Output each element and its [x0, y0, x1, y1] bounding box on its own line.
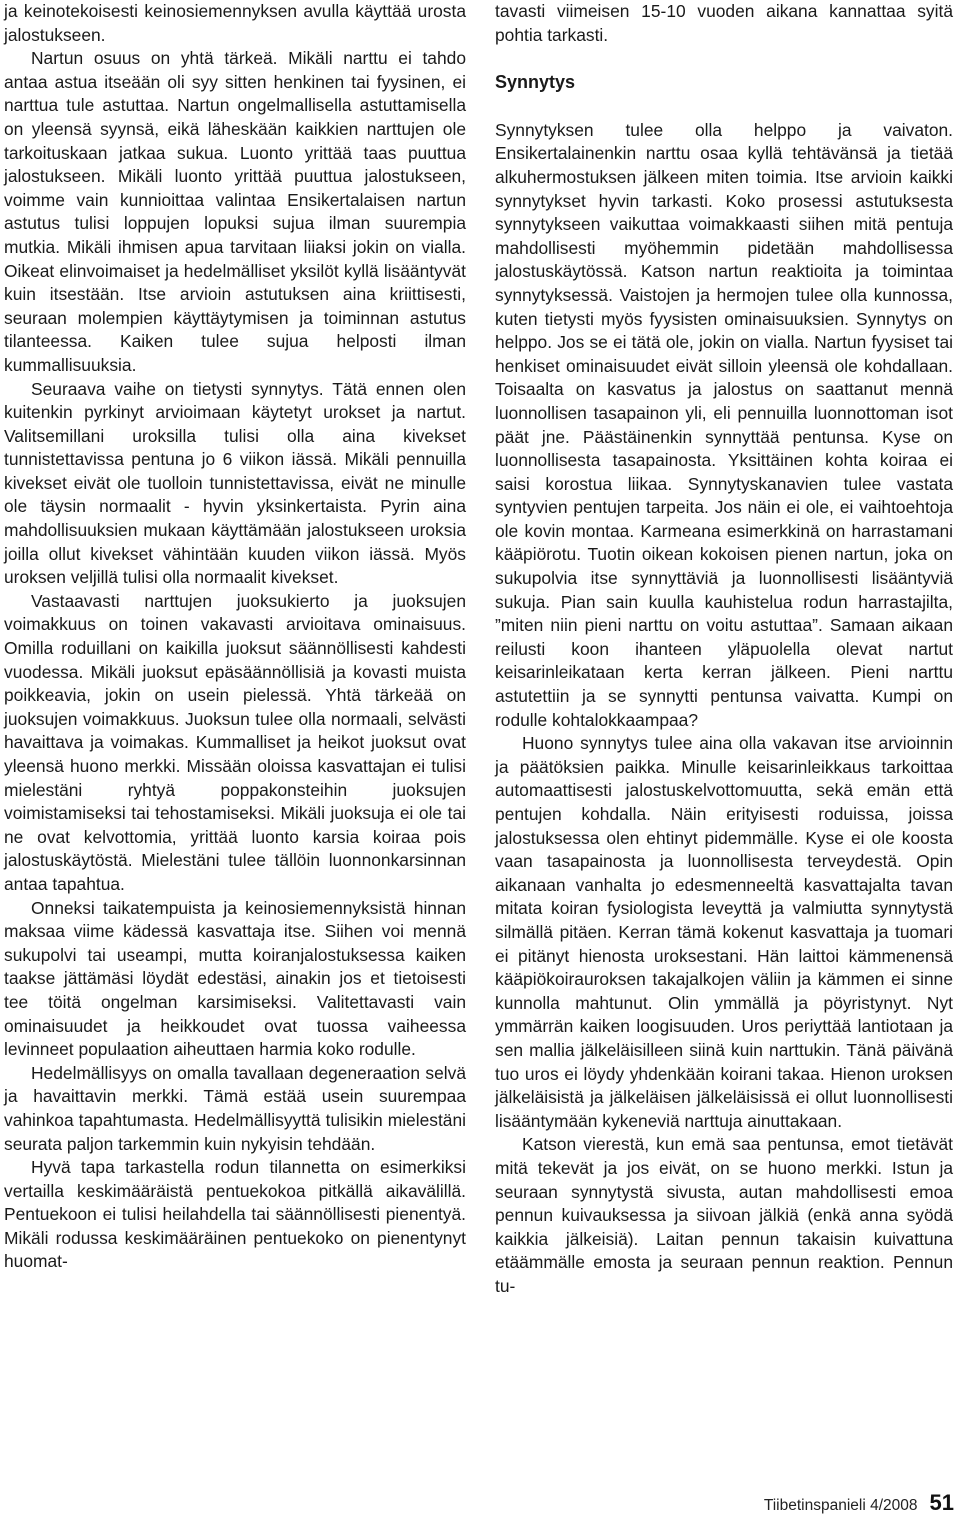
page-footer — [764, 1490, 954, 1516]
paragraph: Nartun osuus on yhtä tärkeä. Mikäli narttu ei tahdo antaa astua itseään oli syy sitten henkinen tai fyysinen, ei narttua tule astuttaa. Nartun ongelmallisella astuttamisella on yleensä syynsä, eikä läheskään kaikkien narttujen ole tarkoituskaan jatkaa sukua. Luonto yrittää taas puuttua jalostukseen. Mikäli luonto yrittää puuttua jalostukseen, voimme vain kunnioittaa valintaa Ensikertalaisen nartun astutus tulisi loppujen lopuksi sujua ilman suurempia mutkia. Mikäli ihmisen apua tarvitaan liiaksi jokin on vialla. Oikeat elinvoimaiset ja hedelmälliset yksilöt kyllä lisääntyvät kuin itsestään. Itse arvioin astutuksen aina kriittisesti, seuraan molempien käyttäytymisen ja toiminnan astutus tilanteessa. Kaiken tulee sujua helposti ilman kummallisuuksia. — [4, 48, 466, 375]
paragraph: Seuraava vaihe on tietysti synnytys. Tätä ennen olen kuitenkin pyrkinyt arvioimaan käytetyt urokset ja nartut. Valitsemillani uroksilla tulisi olla aina kivekset tunnistettavissa pentuna jo 6 viikon iässä. Mikäli pennuilla kivekset eivät ole tuolloin tunnistettavissa, eivät ne minulle ole täysin normaalit - hyvin yksinkertaista. Pyrin aina mahdollisuuksien mukaan käyttämään jalostukseen uroksia joilla ollut kivekset vähintään kuuden viikon iässä. Myös uroksen veljillä tulisi olla normaalit kivekset. — [4, 378, 466, 588]
paragraph: Onneksi taikatempuista ja keinosiemennyksistä hinnan maksaa viime kädessä kasvattaja itse. Siihen voi mennä sukupolvi tai useampi, mutta koiranjalostuksessa kaiken taakse jättämäsi löydät edestäsi, ainakin jos et tietoisesti tee töitä ongelman karsimiseksi. Valitettavasti vain ominaisuudet ja heikkoudet ovat tuossa vaiheessa levinneet populaation aiheuttaen harmia koko rodulle. — [4, 897, 466, 1060]
section-heading: Synnytys — [495, 72, 576, 93]
paragraph: Katson vierestä, kun emä saa pentunsa, emot tietävät mitä tekevät ja jos eivät, on se huono merkki. Istun ja seuraan synnytystä sivusta, autan mahdollisesti emoa pennun kuivauksessa ja siivoan jälkiä (enkä anna syödä kaikkia jälkeisiä). Laitan pennun takaisin kuivattuna etäämmälle emosta ja seuraan pennun reaktion. Pennun tu- — [495, 1134, 953, 1296]
left-column — [4, 0, 466, 1274]
paragraph: Vastaavasti narttujen juoksukierto ja juoksujen voimakkuus on toinen vakavasti arvioitava ominaisuus. Omilla roduillani on kaikilla juoksut säännöllisesti kahdesti vuodessa. Mikäli juoksut epäsäännöllisiä ja kovasti muista poikkeavia, jokin on usein pielessä. Yhtä tärkeää on juoksujen voimakkuus. Juoksun tulee olla normaali, selvästi havaittava ja voimakas. Kummalliset ja heikot juoksut ovat yleensä huono merkki. Missään oloissa kasvattajan ei tulisi mielestäni ryhtyä poppakonsteihin juoksujen voimistamiseksi tai tehostamiseksi. Mikäli juoksuja ei ole tai ne ovat kelvottomia, yrittää luonto karsia koiraa pois jalostuskäytöstä. Mielestäni tulee tällöin luonnonkarsinnan antaa tapahtua. — [4, 590, 466, 894]
paragraph: Huono synnytys tulee aina olla vakavan itse arvioinnin ja päätöksien paikka. Minulle keisarinleikkaus tarkoittaa automaattisesti jalostuskelvottomuutta, sekä emän että pentujen kohdalla. Näin erityisesti roduissa, joissa jalostuksessa olen ehtinyt pidemmälle. Kyse ei ole koosta vaan tasapainosta ja luonnollisesta terveydestä. Opin aikanaan vanhalta jo edesmenneeltä kasvattajalta tavan mitata koiran fysiologista leveyttä ja valmiutta synnytystä silmällä pitäen. Kerran tämä kokenut kasvattaja ja tuomari ei pitänyt hienosta uroksestani. Hän laittoi kämmenensä kääpiökoirauroksen takajalkojen väliin ja kämmen ei sinne kunnolla mahtunut. Olin ymmällä ja pöyristynyt. Nyt ymmärrän kaiken loogisuuden. Uros periyttää lantiotaan ja sen mallia jälkeläisilleen siinä kuin narttukin. Tänä päivänä tuo uros ei löydy yhdenkään koirani takaa. Hienon uroksen jälkeläisistä ja jälkeläisen jälkeläisissä ei ollut luonnollisesti lisääntymään kykeneviä narttuja ainuttakaan. — [495, 733, 953, 1131]
magazine-issue: Tiibetinspanieli 4/2008 — [763, 1497, 918, 1514]
paragraph: Synnytyksen tulee olla helppo ja vaivaton. Ensikertalainenkin narttu osaa kyllä tehtävänsä ja tietää alkuhermostuksen jälkeen miten toimia. Itse arvioin kaikki synnytykset hyvin tarkasti. Koko prosessi astutuksesta synnytykseen vaikuttaa voimakkaasti siihen mitä pentuja mahdollisesti myöhemmin pidetään mahdollisessa jalostuskäytössä. Katson nartun reaktioita ja toimintaa synnytyksessä. Vaistojen ja hermojen tulee olla kunnossa, kuten tietysti myös fyysisten ominaisuuksien. Synnytys on helppo. Jos se ei tätä ole, jokin on vialla. Nartun fyysiset tai henkiset ominaisuudet eivät silloin yleensä ole kohdallaan. Toisaalta on kasvatus ja jalostus on saattanut mennä luonnollisen tasapainon yli, eli pennuilla luonnottoman isot päät jne. Päästäinenkin synnyttää pentunsa. Kyse on luonnollisesta tasapainosta. Yksittäinen kohta koiraa ei saisi korostua liikaa. Synnytyskanavien tulee vastata syntyvien pentujen tarpeita. Jos näin ei ole, ei vaihtoehtoja ole kovin montaa. Karmeana esimerkkinä on harrastamani kääpiörotu. Tuotin oikean kokoisen pienen nartun, joka on sukupolvia itse synnyttäviä ja luonnollisesti lisääntyviä sukuja. Pian sain kuulla kauhistelua rodun harrastajilta, ”miten niin pieni narttu on voitu astuttaa”. Samaan aikaan reilusti koon ihanteen yläpuolella olevat nartut keisarinleikataan kerta kerran jälkeen. Pieni narttu astutettiin ja se synnytti pentunsa vaivatta. Kumpi on rodulle kohtalokkaampaa? — [495, 119, 953, 730]
right-column — [495, 0, 953, 1298]
paragraph: tavasti viimeisen 15-10 vuoden aikana kannattaa syitä pohtia tarkasti. — [495, 1, 953, 45]
paragraph: ja keinotekoisesti keinosiemennyksen avulla käyttää urosta jalostukseen. — [4, 1, 466, 45]
paragraph: Hedelmällisyys on omalla tavallaan degeneraation selvä ja havaittavin merkki. Tämä estää usein suurempaa vahinkoa tapahtumasta. Hedelmällisyyttä tulisikin mielestäni seurata paljon tarkemmin kuin nykyisin tehdään. — [4, 1062, 466, 1154]
page-number: 51 — [929, 1490, 954, 1515]
paragraph: Hyvä tapa tarkastella rodun tilannetta on esimerkiksi vertailla keskimääräistä pentuekokoa pitkällä aikavälillä. Pentuekoon ei tulisi heilahdella tai säännöllisesti pienentyä. Mikäli rodussa keskimääräinen pentuekoko on pienentynyt huomat- — [4, 1157, 466, 1272]
